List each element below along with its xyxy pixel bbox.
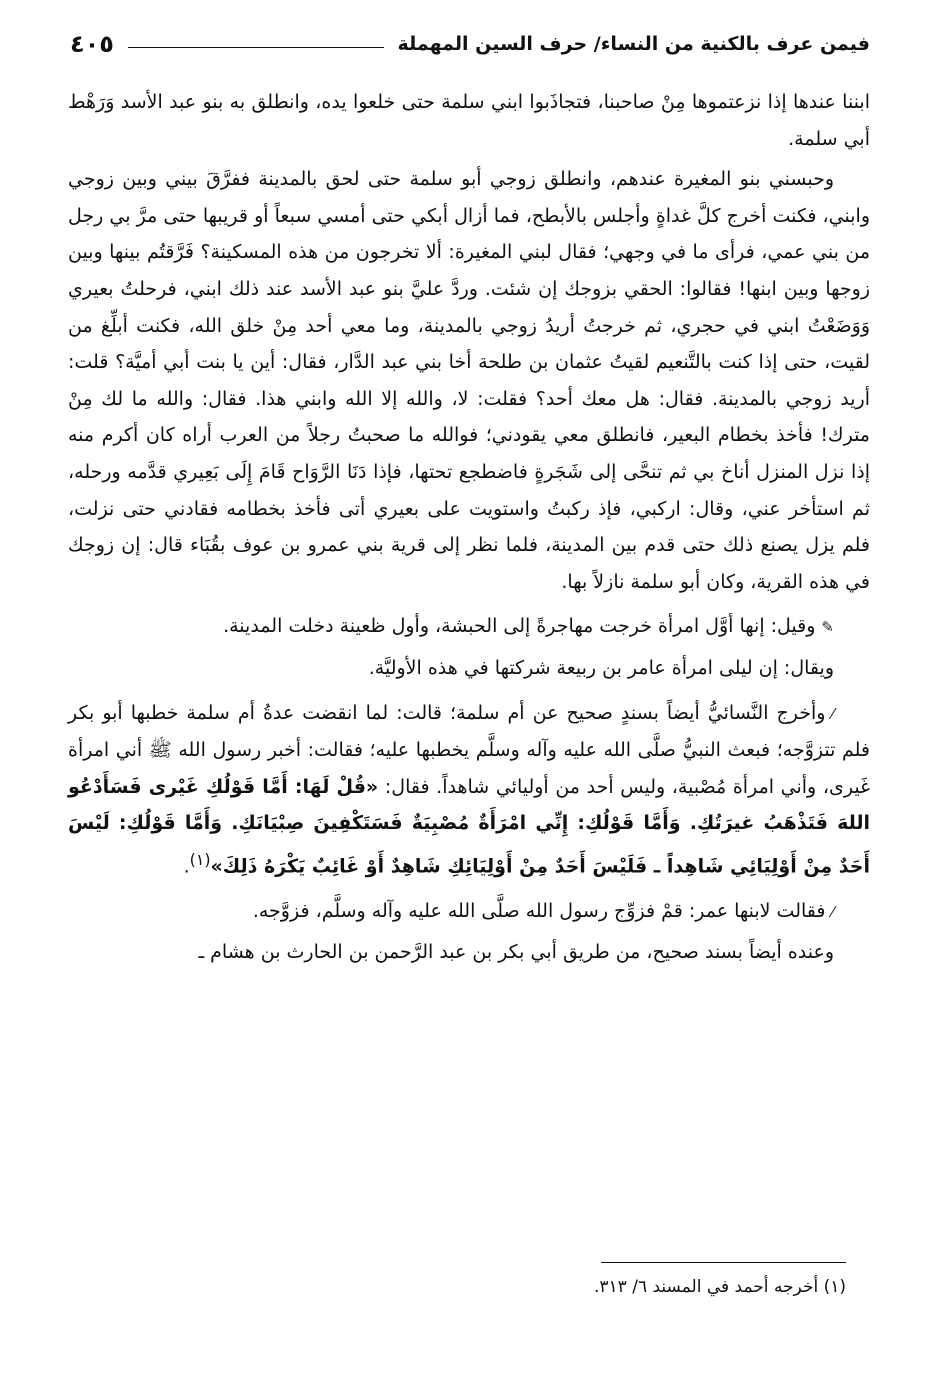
slash-mark-icon: ⁄ — [831, 902, 834, 921]
pencil-mark-icon: ✎ — [821, 618, 834, 637]
hadith-intro: وأخرج النَّسائيُّ أيضاً بسندٍ صحيح عن أم سلمة؛ قالت: لما انقضت عدةُ أم سلمة خطبها أبو بكر فلم تتزوَّجه؛ فبعث النبيُّ صلَّى الله عليه وآله وسلَّم يخطبها عليه؛ فقالت: أخبر رسول الله ﷺ أني امرأة غَيرى، وأني امرأة مُصْبية، وليس أحد من أوليائي شاهداً. فقال: — [68, 701, 871, 798]
footnote-divider — [601, 1262, 846, 1263]
paragraph: وحبسني بنو المغيرة عندهم، وانطلق زوجي أبو سلمة حتى لحق بالمدينة ففرَّقَ بيني وبين زوجي وابني، فكنت أخرج كلَّ غداةٍ وأجلس بالأبطح، فما أزال أبكي حتى أمسي سبعاً أو قريبها حتى مرَّ بي رجل من بني عمي، فرأى ما في وجهي؛ فقال لبني المغيرة: ألا تخرجون من هذه المسكينة؟ فَرَّقتُم بينها وبين زوجها وبين ابنها! فقالوا: الحقي بزوجك إن شئت. وردَّ عليَّ بنو عبد الأسد عند ذلك ابني، فرحلتُ بعيري وَوَضَعْتُ ابني في حجري، ثم خرجتُ أريدُ زوجي بالمدينة، وما معي أحد مِنْ خلق الله، فكنت أبلِّغ من لقيت، حتى إذا كنت بالتَّنعيم لقيتُ عثمان بن طلحة أخا بني عبد الدَّار، فقال: أين يا بنت أبي أميَّة؟ قلت: أريد زوجي بالمدينة. فقال: هل معك أحد؟ فقلت: لا، والله إلا الله وابني هذا. فقال: والله ما لك مِنْ مترك! فأخذ بخطام البعير، فانطلق معي يقودني؛ فوالله ما صحبتُ رجلاً من العرب أراه كان أكرم منه إذا نزل المنزل أناخ بي ثم تنحَّى إلى شَجَرةٍ فاضطجع تحتها، فإذا دَنَا الرَّوَاح قَامَ إِلَى بَعِيري قدَّمه ورحله، ثم استأخر عني، وقال: اركبي، فإذ ركبتُ واستويت على بعيري أتى فأخذ بخطامه فقادني حتى نزلت، فلم يزل يصنع ذلك حتى قدم بين المدينة، فلما نظر إلى قرية بني عمرو بن عوف بقُبَاء قال: إن زوجك في هذه القرية، وكان أبو سلمة نازلاً بها. — [68, 168, 870, 593]
running-header — [70, 24, 870, 64]
after-text: فقالت لابنها عمر: قمْ فزوِّج رسول الله صلَّى الله عليه وآله وسلَّم، فزوَّجه. — [252, 899, 826, 922]
after-paragraph: وعنده أيضاً بسند صحيح، من طريق أبي بكر بن عبد الرَّحمن بن الحارث بن هشام ـ — [198, 941, 834, 964]
main-text — [68, 84, 870, 971]
footnote-ref: (١) — [189, 849, 211, 869]
note-text: وقيل: إنها أوَّل امرأة خرجت مهاجرةً إلى الحبشة، وأول ظعينة دخلت المدينة. — [223, 615, 816, 638]
header-rule — [128, 47, 384, 48]
footnote: (١) أخرجه أحمد في المسند ٦/ ٣١٣. — [594, 1277, 846, 1297]
header-title: فيمن عرف بالكنية من النساء/ حرف السين المهملة — [397, 33, 870, 55]
paragraph: ابننا عندها إذا نزعتموها مِنْ صاحبنا، فتجاذَبوا ابني سلمة حتى خلعوا يده، وانطلق به بنو عبد الأسد وَرَهْط أبي سلمة. — [68, 91, 870, 150]
hadith-closing: . — [183, 855, 190, 878]
note-paragraph: ويقال: إن ليلى امرأة عامر بن ربيعة شركتها في هذه الأوليَّة. — [368, 656, 834, 679]
page-number: ٤٠٥ — [70, 30, 114, 58]
hadith-quote: «قُلْ لَهَا: أَمَّا قَوْلُكِ غَيْرى فَسَأَدْعُو اللهَ فَتَذْهَبُ غيرَتُكِ. وَأَمَّا قَوْلُكِ: إِنِّي امْرَأَةٌ مُصْبِيَةٌ فَسَتَكْفِينَ صِبْيَانَكِ. وَأَمَّا قَوْلُكِ: لَيْسَ أَحَدٌ مِنْ أَوْلِيَائِي شَاهِداً ـ فَلَيْسَ أَحَدٌ مِنْ أَوْلِيَائِكِ شَاهِدٌ أَوْ غَائِبٌ يَكْرَهُ ذَلِكَ» — [68, 775, 870, 878]
note-paragraph — [68, 608, 870, 646]
after-paragraph — [68, 893, 870, 931]
hadith-paragraph — [68, 695, 870, 885]
slash-mark-icon: ⁄ — [831, 704, 834, 723]
